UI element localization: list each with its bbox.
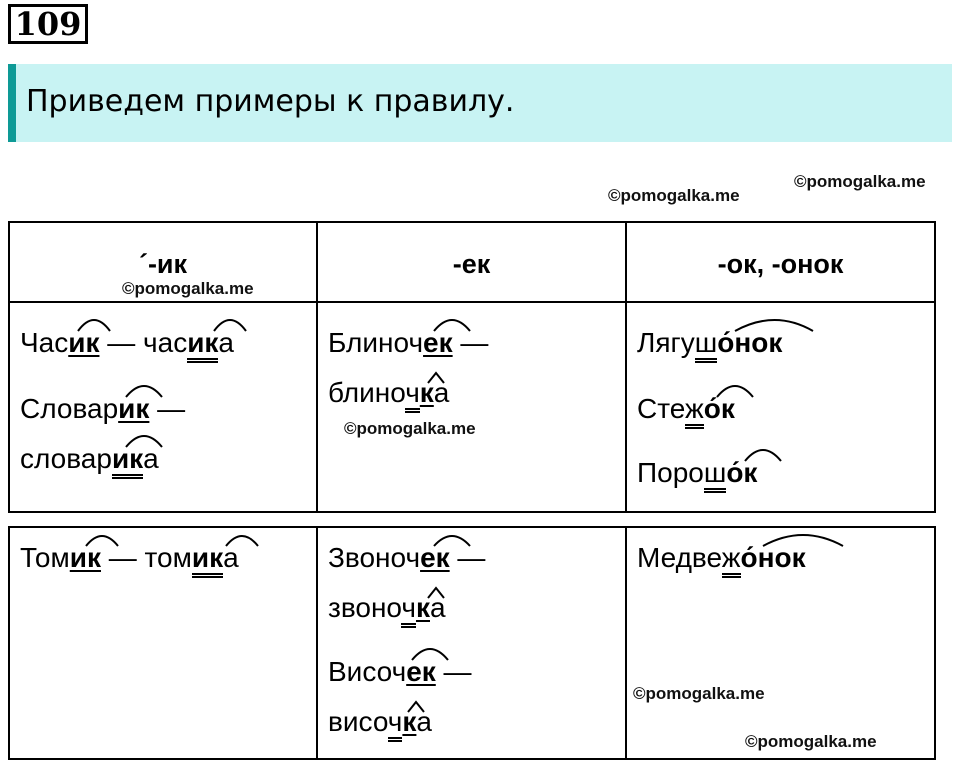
example-zvonochek: Звоночек —: [328, 542, 486, 573]
example-poroshok: Порошо́к: [637, 457, 757, 489]
suffix-arc-marks: [318, 528, 627, 760]
header-cell-ok: [626, 222, 935, 302]
watermark: ©pomogalka.me: [794, 172, 926, 191]
watermark: ©pomogalka.me: [633, 684, 765, 703]
header-ik: ´-ик: [138, 249, 188, 279]
rule-banner: [8, 64, 952, 142]
banner-text: Приведем примеры к правилу.: [26, 84, 515, 119]
watermark: ©pomogalka.me: [122, 279, 254, 298]
examples-cell-ek: [317, 302, 626, 512]
suffix-arc-marks: [318, 303, 627, 513]
example-lyagushonok: Лягушо́нок: [637, 327, 782, 359]
banner-accent-bar: [8, 64, 16, 142]
header-cell-ek: [317, 222, 626, 302]
example-zvonochka: звоночка: [328, 592, 446, 624]
suffix-table-1: [8, 221, 936, 513]
header-ek: -ек: [452, 249, 491, 279]
examples-cell-ik-2: [9, 527, 317, 759]
example-slovarik: Словарик —: [20, 393, 186, 424]
watermark: ©pomogalka.me: [745, 732, 877, 751]
suffix-arc-marks: [10, 303, 318, 513]
example-visochka: височка: [328, 706, 432, 738]
suffix-arc-marks: [627, 528, 936, 760]
example-medvezhonok: Медвежо́нок: [637, 542, 806, 574]
examples-cell-ik: [9, 302, 317, 512]
exercise-number: 109: [8, 4, 88, 44]
example-stezhok: Стежо́к: [637, 393, 735, 425]
suffix-table-2: [8, 526, 936, 760]
watermark: ©pomogalka.me: [608, 186, 740, 205]
example-chasik: Часик — часика: [20, 327, 234, 359]
header-cell-ik: [9, 222, 317, 302]
suffix-arc-marks: [10, 528, 318, 760]
example-blinochka: блиночка: [328, 377, 449, 409]
examples-cell-ek-2: [317, 527, 626, 759]
watermark: ©pomogalka.me: [344, 419, 476, 438]
example-blinochek: Блиночек —: [328, 327, 489, 358]
example-slovarika: словарика: [20, 443, 159, 475]
header-ok-onok: -ок, -онок: [717, 249, 844, 279]
example-visochek: Височек —: [328, 656, 472, 687]
suffix-arc-marks: [627, 303, 936, 513]
examples-cell-ok-2: [626, 527, 935, 759]
examples-cell-ok: [626, 302, 935, 512]
example-tomik: Томик — томика: [20, 542, 239, 574]
